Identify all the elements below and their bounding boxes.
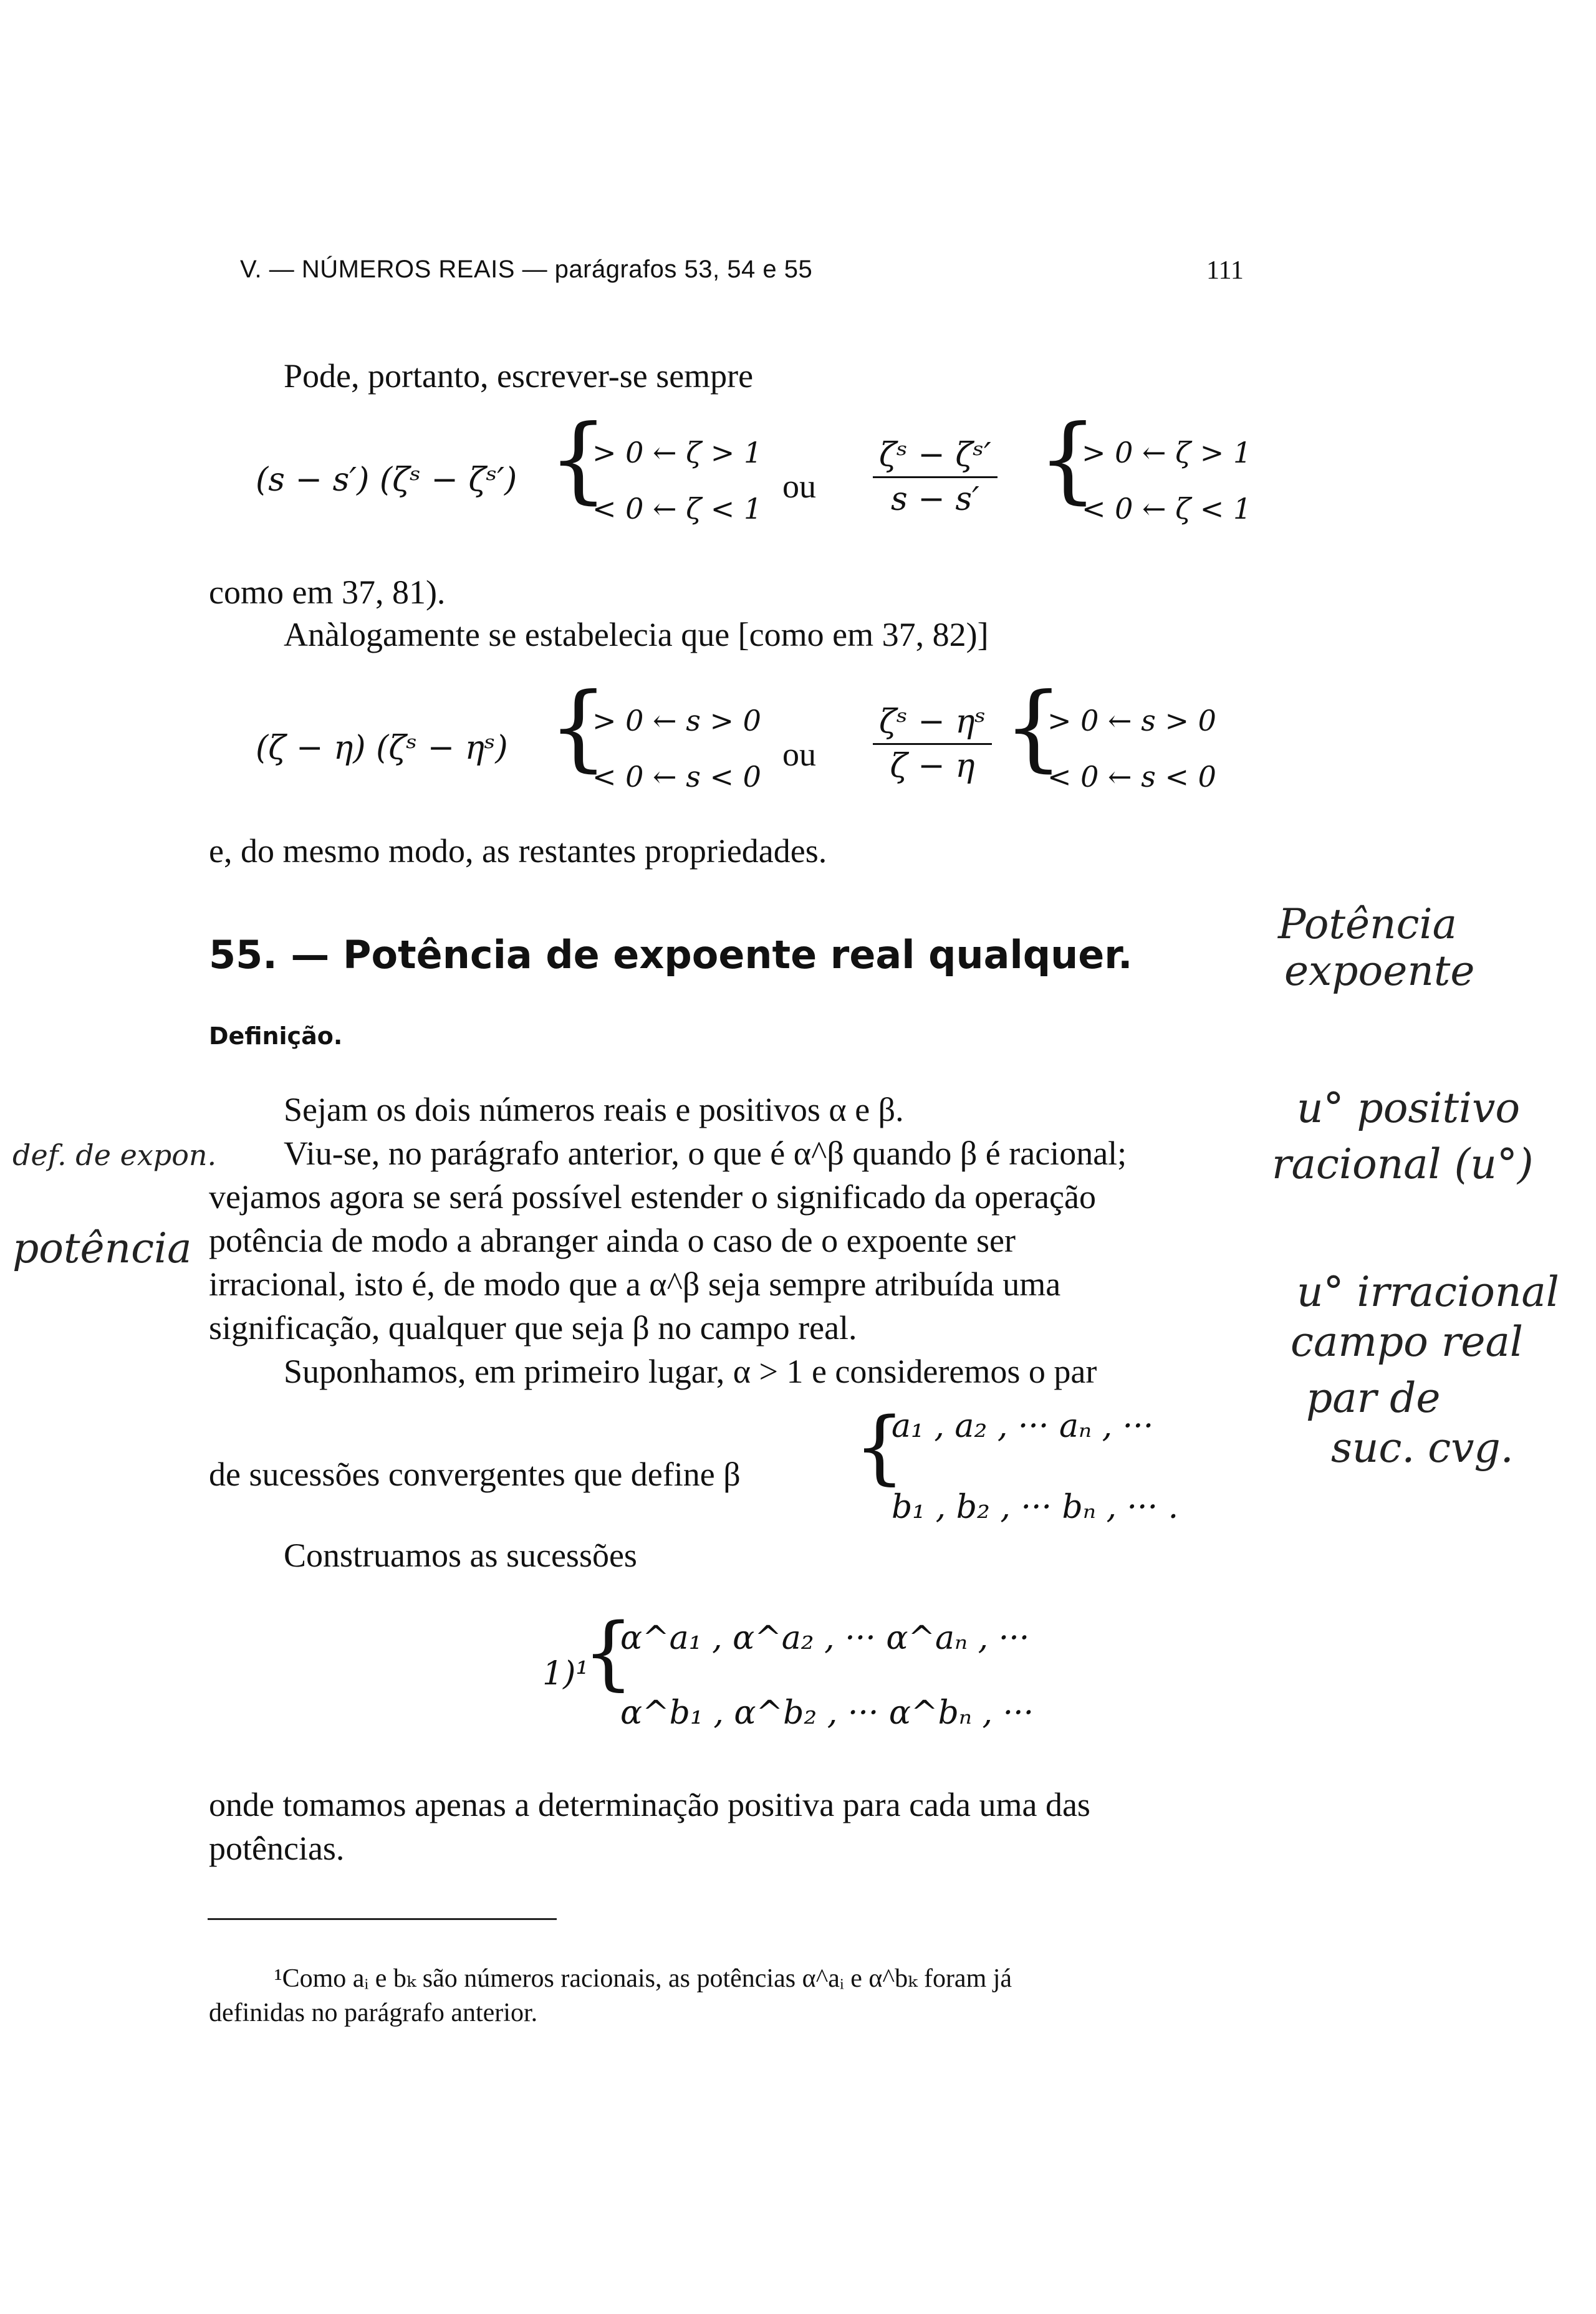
formula2-frac-numerator: ζˢ − ηˢ bbox=[873, 703, 992, 745]
body-line-11: potências. bbox=[209, 1830, 345, 1867]
formula2-rcond-top: > 0 ← s > 0 bbox=[1047, 704, 1216, 737]
formula1-left-expr: (s − s′) (ζˢ − ζˢ′) bbox=[256, 461, 517, 499]
annotation-right-1: Potência bbox=[1278, 900, 1457, 948]
body-line-3: vejamos agora se será possível estender o significado da operação bbox=[209, 1178, 1096, 1216]
formula1-fraction bbox=[873, 436, 998, 518]
formula1-frac-numerator: ζˢ − ζˢ′ bbox=[873, 436, 998, 478]
body-line-4: potência de modo a abranger ainda o caso de o expoente ser bbox=[209, 1222, 1016, 1259]
body-line-1: Sejam os dois números reais e positivos α e β. bbox=[284, 1091, 904, 1128]
formula1-cond-bottom: < 0 ← ζ < 1 bbox=[592, 492, 762, 526]
annotation-right-2: expoente bbox=[1284, 947, 1475, 995]
power-sequence-brace: { bbox=[583, 1606, 634, 1699]
formula1-cond-top: > 0 ← ζ > 1 bbox=[592, 436, 762, 469]
formula1-frac-denominator: s − s′ bbox=[891, 481, 979, 518]
annotation-right-3: u° positivo bbox=[1297, 1084, 1521, 1132]
annotation-right-4: racional (u°) bbox=[1272, 1140, 1534, 1188]
sequence-brace: { bbox=[854, 1401, 905, 1494]
formula2-cond-top: > 0 ← s > 0 bbox=[592, 704, 761, 737]
body-line-10: onde tomamos apenas a determinação positiva para cada uma das bbox=[209, 1786, 1090, 1823]
body-line-6: significação, qualquer que seja β no campo real. bbox=[209, 1309, 857, 1347]
analog-line: Anàlogamente se estabelecia que [como em 37, 82)] bbox=[284, 616, 989, 653]
body-line-2: Viu-se, no parágrafo anterior, o que é α^β quando β é racional; bbox=[284, 1135, 1127, 1172]
page-number: 111 bbox=[1206, 256, 1244, 285]
formula2-ou: ou bbox=[782, 736, 816, 773]
reference-line: como em 37, 81). bbox=[209, 574, 446, 611]
section-subtitle: Definição. bbox=[209, 1022, 343, 1050]
body-line-5: irracional, isto é, de modo que a α^β seja sempre atribuída uma bbox=[209, 1265, 1061, 1303]
annotation-left-2: potência bbox=[12, 1224, 192, 1272]
intro-line: Pode, portanto, escrever-se sempre bbox=[284, 357, 754, 395]
power-sequence-b: α^b₁ , α^b₂ , ··· α^bₙ , ··· bbox=[620, 1694, 1034, 1732]
footnote-divider bbox=[208, 1918, 557, 1920]
sequence-marker: 1)¹ bbox=[542, 1655, 589, 1692]
rest-line: e, do mesmo modo, as restantes propriedades. bbox=[209, 832, 827, 870]
formula2-cond-bottom: < 0 ← s < 0 bbox=[592, 760, 761, 794]
formula2-rcond-bottom: < 0 ← s < 0 bbox=[1047, 760, 1216, 794]
annotation-right-5: u° irracional bbox=[1297, 1268, 1559, 1316]
annotation-right-6: campo real bbox=[1291, 1318, 1523, 1366]
section-title: 55. — Potência de expoente real qualquer. bbox=[209, 932, 1133, 977]
formula2-left-expr: (ζ − η) (ζˢ − ηˢ) bbox=[256, 729, 508, 767]
sequence-b: b₁ , b₂ , ··· bₙ , ··· . bbox=[892, 1489, 1179, 1526]
power-sequence-a: α^a₁ , α^a₂ , ··· α^aₙ , ··· bbox=[620, 1620, 1030, 1657]
footnote-line-1: ¹Como aᵢ e bₖ são números racionais, as potências α^aᵢ e α^bₖ foram já bbox=[274, 1964, 1012, 1993]
formula2-frac-denominator: ζ − η bbox=[890, 747, 975, 785]
footnote-line-2: definidas no parágrafo anterior. bbox=[209, 1999, 538, 2027]
formula2-left-brace: { bbox=[549, 673, 608, 782]
annotation-right-8: suc. cvg. bbox=[1331, 1424, 1514, 1472]
body-line-7: Suponhamos, em primeiro lugar, α > 1 e consideremos o par bbox=[284, 1353, 1097, 1390]
formula2-fraction bbox=[873, 703, 992, 785]
formula1-rcond-top: > 0 ← ζ > 1 bbox=[1082, 436, 1252, 469]
formula1-right-brace: { bbox=[1038, 405, 1098, 514]
formula1-ou: ou bbox=[782, 468, 816, 505]
annotation-left-1: def. de expon. bbox=[12, 1138, 217, 1172]
sequence-a: a₁ , a₂ , ··· aₙ , ··· bbox=[892, 1408, 1154, 1445]
running-header: V. — NÚMEROS REAIS — parágrafos 53, 54 e 55 bbox=[240, 256, 813, 283]
formula2-right-brace: { bbox=[1004, 673, 1064, 782]
formula1-left-brace: { bbox=[549, 405, 608, 514]
annotation-right-7: par de bbox=[1306, 1374, 1441, 1422]
body-line-9: Construamos as sucessões bbox=[284, 1537, 637, 1574]
body-line-8: de sucessões convergentes que define β bbox=[209, 1456, 741, 1493]
formula1-rcond-bottom: < 0 ← ζ < 1 bbox=[1082, 492, 1252, 526]
